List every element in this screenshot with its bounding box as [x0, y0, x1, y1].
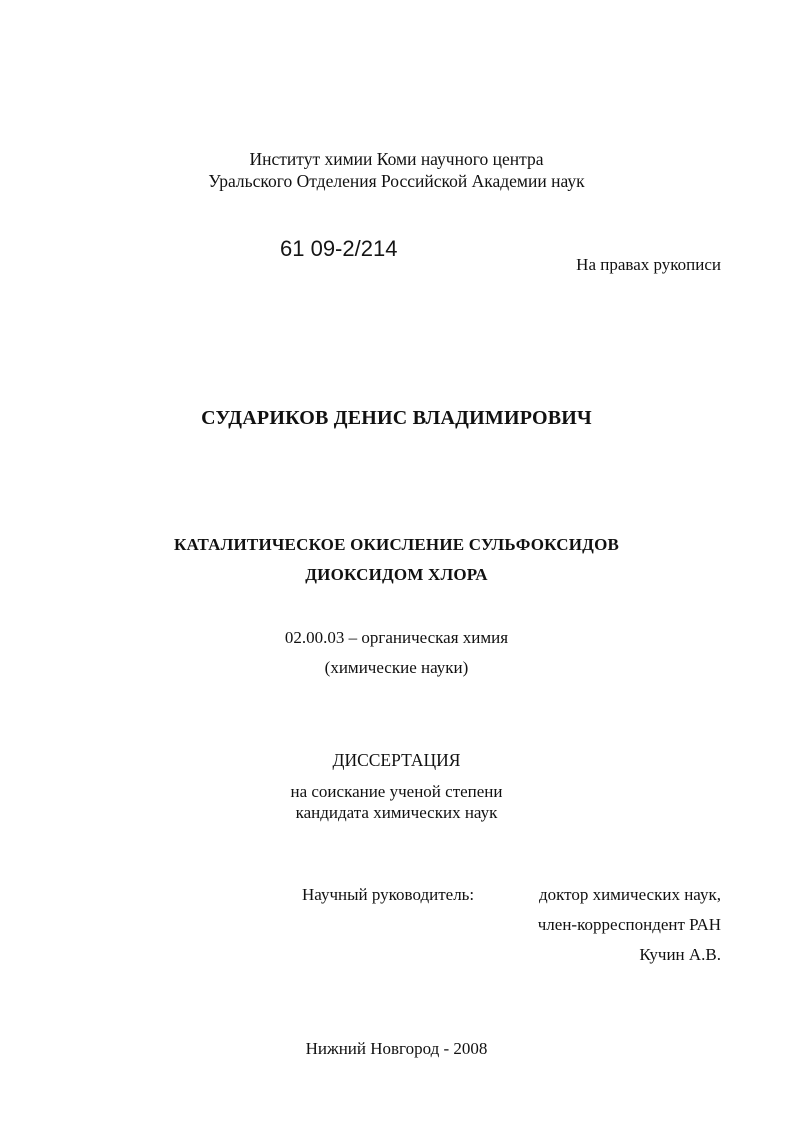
dissertation-title-line-1: КАТАЛИТИЧЕСКОЕ ОКИСЛЕНИЕ СУЛЬФОКСИДОВ: [173, 535, 620, 554]
institution-line-2: Уральского Отделения Российской Академии наук: [208, 171, 585, 191]
supervisor-degree: доктор химических наук,: [538, 885, 721, 904]
institution-line-1: Институт химии Коми научного центра: [249, 149, 544, 169]
specialty-field: (химические науки): [324, 658, 469, 677]
degree-purpose-line-2: кандидата химических наук: [295, 803, 498, 822]
place-and-year: Нижний Новгород - 2008: [305, 1039, 488, 1058]
manuscript-rights-note: На правах рукописи: [576, 255, 721, 274]
specialty-code: 02.00.03 – органическая химия: [284, 628, 509, 647]
supervisor-label: Научный руководитель:: [302, 885, 475, 904]
archive-code-stamp: 61 09-2/214: [280, 236, 398, 261]
supervisor-name: Кучин А.В.: [639, 945, 721, 964]
supervisor-rank: член-корреспондент РАН: [537, 915, 721, 934]
author-name: СУДАРИКОВ ДЕНИС ВЛАДИМИРОВИЧ: [201, 407, 592, 429]
document-type-label: ДИССЕРТАЦИЯ: [332, 750, 461, 770]
dissertation-title-line-2: ДИОКСИДОМ ХЛОРА: [305, 565, 488, 584]
degree-purpose-line-1: на соискание ученой степени: [290, 782, 503, 801]
